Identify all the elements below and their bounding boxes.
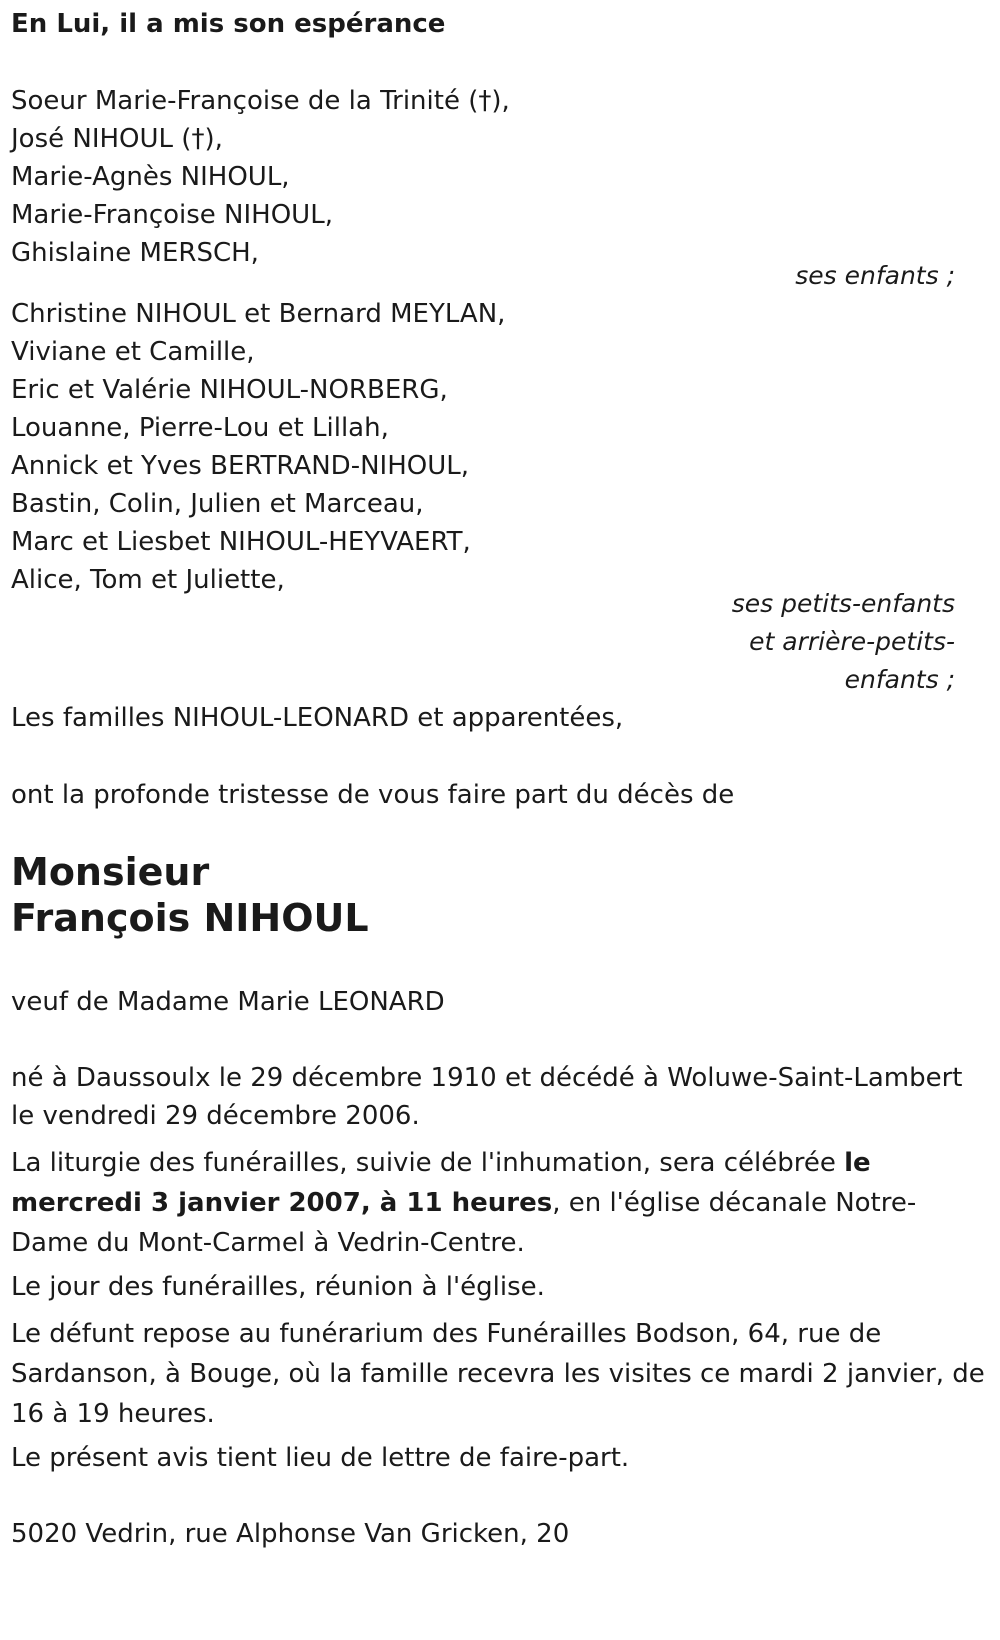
grandchild-name: Alice, Tom et Juliette, — [11, 565, 285, 595]
child-name: José NIHOUL (†), — [11, 124, 223, 154]
grandchild-name: Viviane et Camille, — [11, 337, 255, 367]
liturgy-date-time: le mercredi 3 janvier 2007, à 11 heures — [11, 1148, 871, 1218]
child-name: Marie-Françoise NIHOUL, — [11, 200, 333, 230]
epigraph: En Lui, il a mis son espérance — [11, 9, 446, 39]
children-label: ses enfants ; — [795, 261, 955, 290]
notice-line: Le présent avis tient lieu de lettre de faire-part. — [11, 1443, 630, 1473]
child-name: Ghislaine MERSCH, — [11, 238, 259, 268]
address-line: 5020 Vedrin, rue Alphonse Van Gricken, 20 — [11, 1519, 570, 1549]
meeting-line: Le jour des funérailles, réunion à l'église. — [11, 1272, 545, 1302]
grandchildren-label-line: ses petits-enfants — [731, 589, 955, 618]
grandchild-name: Louanne, Pierre-Lou et Lillah, — [11, 413, 389, 443]
deceased-title: Monsieur — [11, 850, 210, 894]
birth-death-line: né à Daussoulx le 29 décembre 1910 et décédé à Woluwe-Saint-Lambert — [11, 1063, 963, 1093]
widower-line: veuf de Madame Marie LEONARD — [11, 987, 445, 1017]
liturgy-paragraph — [11, 1143, 991, 1263]
grandchild-name: Marc et Liesbet NIHOUL-HEYVAERT, — [11, 527, 471, 557]
child-name: Soeur Marie-Françoise de la Trinité (†), — [11, 86, 510, 116]
visitation-paragraph: Le défunt repose au funérarium des Funérailles Bodson, 64, rue de Sardanson, à Bouge, où la famille recevra les visites ce mardi 2 janvier, de 16 à 19 heures. — [11, 1319, 985, 1429]
grandchild-name: Bastin, Colin, Julien et Marceau, — [11, 489, 424, 519]
families-line: Les familles NIHOUL-LEONARD et apparentées, — [11, 703, 624, 733]
child-name: Marie-Agnès NIHOUL, — [11, 162, 290, 192]
grandchild-name: Eric et Valérie NIHOUL-NORBERG, — [11, 375, 448, 405]
grandchildren-label-line: et arrière-petits- — [749, 627, 955, 656]
obituary-notice — [11, 0, 991, 1640]
grandchild-name: Annick et Yves BERTRAND-NIHOUL, — [11, 451, 469, 481]
grandchild-name: Christine NIHOUL et Bernard MEYLAN, — [11, 299, 506, 329]
deceased-name: François NIHOUL — [11, 896, 369, 940]
liturgy-location: , en l'église décanale Notre-Dame du Mont-Carmel à Vedrin-Centre. — [11, 1188, 917, 1258]
grandchildren-label-line: enfants ; — [844, 665, 955, 694]
birth-death-line: le vendredi 29 décembre 2006. — [11, 1101, 420, 1131]
announcement-line: ont la profonde tristesse de vous faire part du décès de — [11, 780, 735, 810]
liturgy-intro: La liturgie des funérailles, suivie de l'inhumation, sera célébrée — [11, 1148, 845, 1178]
